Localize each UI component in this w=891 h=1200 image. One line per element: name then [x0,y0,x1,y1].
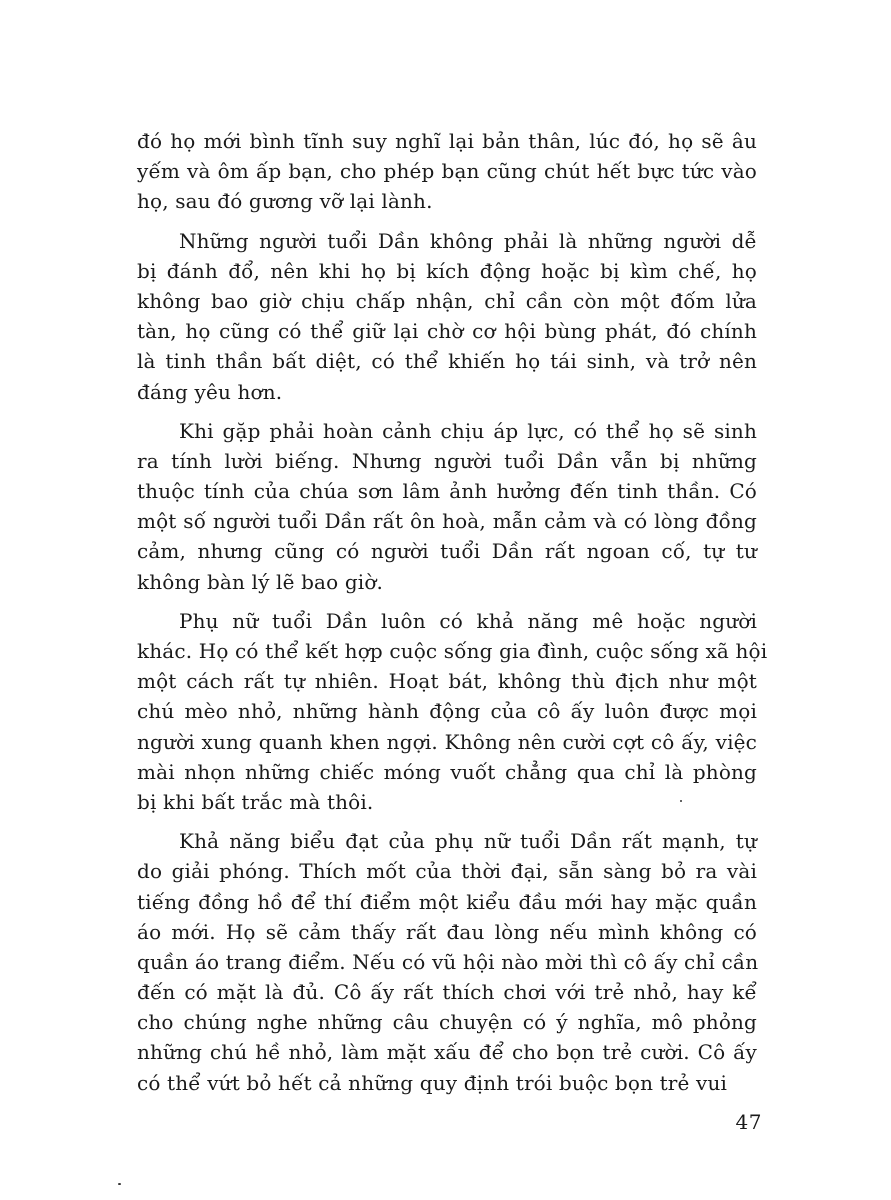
text-line: thuộc tính của chúa sơn lâm ảnh hưởng đến tinh thần. Có [137,479,757,504]
text-line: người xung quanh khen ngợi. Không nên cười cợt cô ấy, việc [137,729,757,754]
text-line: tiếng đồng hồ để thí điểm một kiểu đầu mới hay mặc quần [137,889,757,914]
paragraph-gap [137,817,757,826]
scan-speck [680,800,682,802]
text-line: không bao giờ chịu chấp nhận, chỉ cần còn một đốm lửa [137,288,757,313]
text-line: quần áo trang điểm. Nếu có vũ hội nào mời thì cô ấy chỉ cần [137,949,759,974]
text-line: tàn, họ cũng có thể giữ lại chờ cơ hội bùng phát, đó chính [137,319,757,344]
paragraph [137,826,757,1098]
text-line: đó họ mới bình tĩnh suy nghĩ lại bản thân, lúc đó, họ sẽ âu [137,129,757,153]
text-line: Khả năng biểu đạt của phụ nữ tuổi Dần rất mạnh, tự [179,829,757,854]
text-line: có thể vứt bỏ hết cả những quy định trói buộc bọn trẻ vui [137,1070,728,1095]
text-line: chú mèo nhỏ, những hành động của cô ấy luôn được mọi [137,699,757,724]
text-line: Những người tuổi Dần không phải là những người dễ [179,228,757,253]
scan-speck [118,1183,121,1185]
text-line: yếm và ôm ấp bạn, cho phép bạn cũng chút hết bực tức vào [137,159,757,184]
text-line: một số người tuổi Dần rất ôn hoà, mẫn cảm và có lòng đồng [137,509,757,534]
text-line: là tinh thần bất diệt, có thể khiến họ tái sinh, và trở nên [137,349,757,374]
paragraph [137,606,768,817]
text-line: Khi gặp phải hoàn cảnh chịu áp lực, có thể họ sẽ sinh [179,418,757,443]
text-line: không bàn lý lẽ bao giờ. [137,569,384,594]
paragraph-gap [137,217,757,226]
text-line: những chú hề nhỏ, làm mặt xấu để cho bọn trẻ cười. Cô ấy [137,1040,757,1065]
page-number: 47 [735,1110,762,1134]
paragraph [137,126,757,217]
text-line: một cách rất tự nhiên. Hoạt bát, không thù địch như một [137,669,757,694]
paragraph-gap [137,597,757,606]
paragraph [137,416,757,597]
text-line: ra tính lười biếng. Nhưng người tuổi Dần vẫn bị những [137,448,757,473]
text-line: khác. Họ có thể kết hợp cuộc sống gia đình, cuộc sống xã hội [137,639,768,663]
text-line: mài nhọn những chiếc móng vuốt chẳng qua chỉ là phòng [137,759,757,784]
text-line: Phụ nữ tuổi Dần luôn có khả năng mê hoặc người [179,608,757,633]
text-line: đáng yêu hơn. [137,379,283,404]
text-line: đến có mặt là đủ. Cô ấy rất thích chơi với trẻ nhỏ, hay kể [137,980,757,1005]
text-line: áo mới. Họ sẽ cảm thấy rất đau lòng nếu mình không có [137,919,757,944]
paragraph-gap [137,407,757,416]
text-line: cảm, nhưng cũng có người tuổi Dần rất ngoan cố, tự tư [137,539,757,564]
text-line: cho chúng nghe những câu chuyện có ý nghĩa, mô phỏng [137,1010,757,1035]
paragraph [137,226,757,407]
text-line: do giải phóng. Thích mốt của thời đại, sẵn sàng bỏ ra vài [137,859,757,884]
text-line: bị khi bất trắc mà thôi. [137,789,374,814]
page-body [137,126,768,1098]
text-line: họ, sau đó gương vỡ lại lành. [137,189,433,214]
text-line: bị đánh đổ, nên khi họ bị kích động hoặc bị kìm chế, họ [137,258,757,283]
